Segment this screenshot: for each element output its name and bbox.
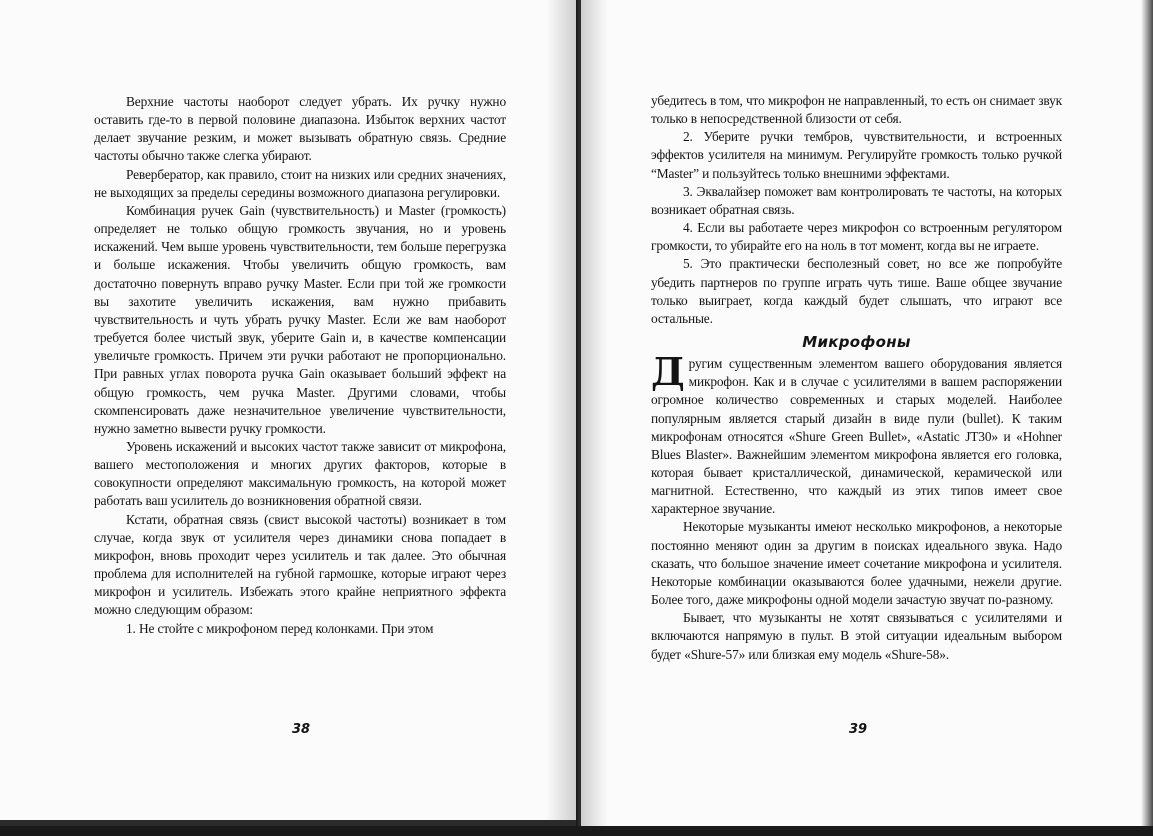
dropcap-paragraph	[651, 349, 1062, 518]
paragraph: Ревербератор, как правило, стоит на низких или средних значениях, не выходящих за пределы середины возможного диапазона регулировки.	[94, 166, 506, 200]
paragraph: Кстати, обратная связь (свист высокой частоты) возникает в том случае, когда звук от усилителя через динамики снова попадает в микрофон, вновь проходит через усилитель и так далее. Это обычная проблема для исполнителей на губной гармошке, которые играют через микрофон и усилитель. Избежать этого крайне неприятного эффекта можно следующим образом:	[94, 511, 506, 618]
left-page	[0, 0, 576, 826]
page-number: 38	[292, 722, 311, 737]
right-page-text	[651, 92, 1062, 664]
gutter-shadow	[546, 0, 576, 820]
gutter-shadow	[581, 0, 607, 826]
left-page-text	[94, 93, 506, 638]
page-edge-shadow	[1141, 0, 1153, 826]
drop-cap: Д	[651, 349, 685, 395]
section-heading: Микрофоны	[802, 333, 911, 352]
paragraph: убедитесь в том, что микрофон не направленный, то есть он снимает звук только в непосредственной близости от себя.	[651, 93, 1062, 127]
paragraph-text: ругим существенным элементом вашего оборудования является микрофон. Как и в случае с усилителями в вашем распоряжении огромное количество современных и старых моделей. Наиболее популярным является старый дизайн в виде пули (bullet). К таким микрофонам относятся «Shure Green Bullet», «Astatic JT30» и «Hohner Blues Blaster». Важнейшим элементом микрофона является его головка, которая бывает кристаллической, динамической, керамической или магнитной. Естественно, что каждый из этих типов имеет свое характерное звучание.	[651, 356, 1062, 517]
paragraph: 5. Это практически бесполезный совет, но все же попробуйте убедить партнеров по группе играть чуть тише. Ваше общее звучание только выиграет, когда каждый будет слышать, что играют все остальные.	[651, 256, 1062, 326]
paragraph: 3. Эквалайзер поможет вам контролировать те частоты, на которых возникает обратная связь.	[651, 183, 1062, 217]
paragraph: Верхние частоты наоборот следует убрать. Их ручку нужно оставить где-то в первой половине диапазона. Избыток верхних частот делает звучание резким, и может вызывать обратную связь. Средние частоты обычно также слегка убирают.	[94, 94, 506, 164]
paragraph: 1. Не стойте с микрофоном перед колонками. При этом	[126, 620, 434, 636]
right-page	[578, 0, 1153, 826]
paragraph: Уровень искажений и высоких частот также зависит от микрофона, вашего местоположения и многих других факторов, которые в совокупности определяют максимальную громкость, на которой может работать ваш усилитель до возникновения обратной связи.	[94, 438, 506, 509]
page-number: 39	[849, 722, 868, 737]
paragraph: 4. Если вы работаете через микрофон со встроенным регулятором громкости, то убирайте его на ноль в тот момент, когда вы не играете.	[651, 220, 1062, 254]
paragraph: Комбинация ручек Gain (чувствительность) и Master (громкость) определяет не только общую громкость звучания, но и уровень искажений. Чем выше уровень чувствительности, тем больше перегрузка и больше искажения. Чтобы увеличить общую громкость, вам достаточно повернуть вправо ручку Master. Если при той же громкости вы захотите увеличить искажения, вам нужно прибавить чувствительность и чуть убрать ручку Master. Если же вам наоборот требуется более чистый звук, уберите Gain и, в качестве компенсации увеличьте громкость. Причем эти ручки работают не пропорционально. При равных углах поворота ручка Gain оказывает больший эффект на общую громкость, чем ручка Master. Другими словами, чтобы скомпенсировать даже незначительное увеличение чувствительности, нужно заметно вывести ручку громкости.	[94, 202, 506, 436]
paragraph: 2. Уберите ручки тембров, чувствительности, и встроенных эффектов усилителя на минимум. Регулируйте громкость только ручкой “Master” и пользуйтесь только внешними эффектами.	[651, 129, 1062, 181]
paragraph: Некоторые музыканты имеют несколько микрофонов, а некоторые постоянно меняют один за другим в поисках идеального звука. Надо сказать, что большое значение имеет сочетание микрофона и усилителя. Некоторые комбинации оказываются более удачными, нежели другие. Более того, даже микрофоны одной модели зачастую звучат по-разному.	[651, 519, 1062, 608]
paragraph: Бывает, что музыканты не хотят связываться с усилителями и включаются напрямую в пульт. В этой ситуации идеальным выбором будет «Shure-57» или близкая ему модель «Shure-58».	[651, 610, 1062, 662]
